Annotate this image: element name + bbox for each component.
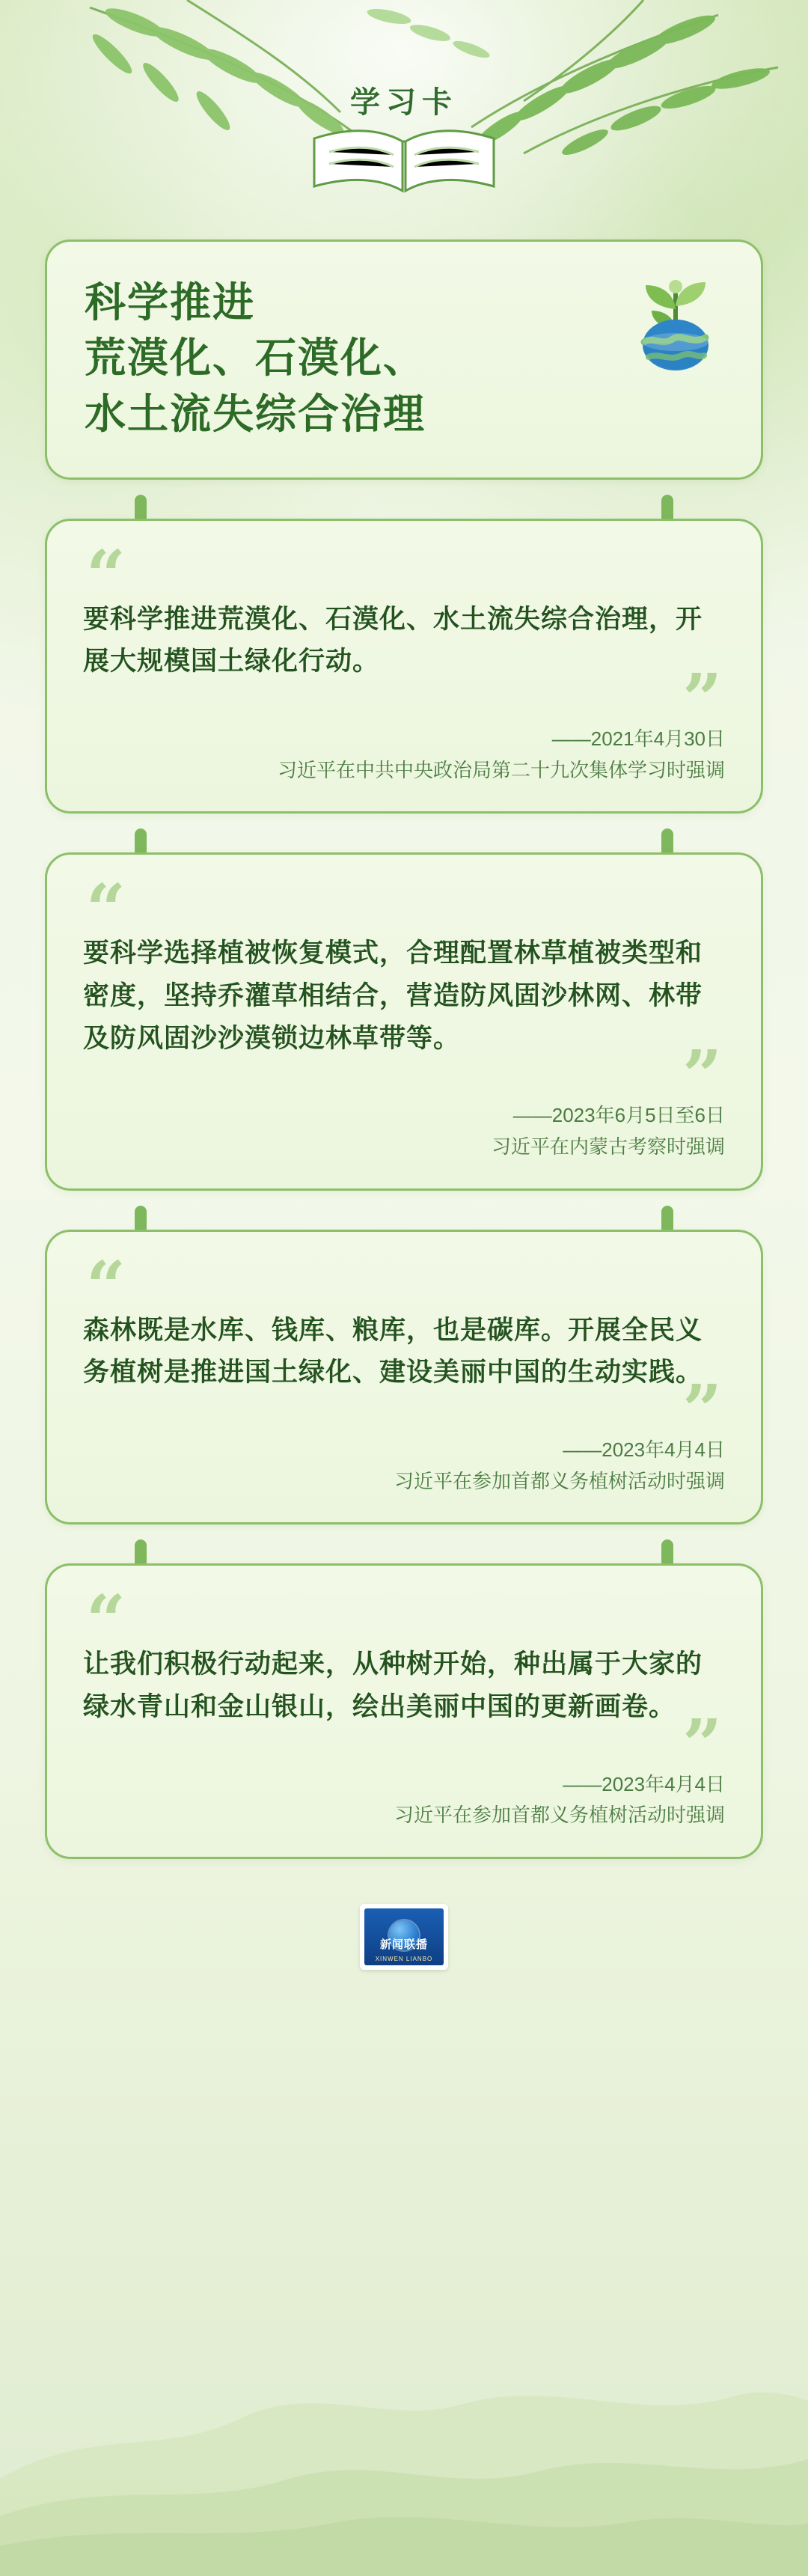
card-connector-2 — [45, 833, 763, 852]
open-book-icon — [307, 116, 501, 198]
card-connector-4 — [45, 1544, 763, 1563]
title-card — [45, 239, 763, 480]
quote-open-icon: “ — [86, 869, 126, 950]
title-line-1: 科学推进 — [85, 279, 256, 326]
quote-card-4 — [45, 1563, 763, 1859]
quote-text: 要科学推进荒漠化、石漠化、水土流失综合治理，开展大规模国土绿化行动。 — [83, 604, 703, 677]
card-list — [0, 239, 808, 1859]
quote-open-icon: “ — [86, 1580, 126, 1661]
sprout-in-globe-pot-icon — [623, 264, 728, 376]
quote-text: 森林既是水库、钱库、粮库，也是碳库。开展全民义务植树是推进国土绿化、建设美丽中国的生动实践。 — [83, 1315, 703, 1388]
quote-source: 习近平在参加首都义务植树活动时强调 — [394, 1469, 725, 1492]
poster-header — [0, 0, 808, 239]
quote-meta — [83, 724, 725, 786]
quote-card-3 — [45, 1230, 763, 1525]
quote-meta — [83, 1435, 725, 1497]
card-connector-1 — [45, 499, 763, 519]
quote-date: ——2023年4月4日 — [563, 1438, 725, 1461]
quote-close-icon: ” — [682, 659, 722, 740]
title-line-2: 荒漠化、石漠化、 — [85, 335, 426, 382]
quote-source: 习近平在中共中央政治局第二十九次集体学习时强调 — [277, 758, 725, 781]
quote-text: 要科学选择植被恢复模式，合理配置林草植被类型和密度，坚持乔灌草相结合，营造防风固沙林网、林带及防风固沙沙漠锁边林草带等。 — [83, 938, 703, 1053]
logo-en-text: XINWEN LIANBO — [375, 1955, 433, 1962]
quote-close-icon: ” — [682, 1369, 722, 1450]
quote-date: ——2023年4月4日 — [563, 1772, 725, 1795]
mountain-silhouette — [0, 2157, 808, 2576]
quote-close-icon: ” — [682, 1703, 722, 1785]
logo-cn-text: 新闻联播 — [379, 1938, 428, 1951]
quote-text: 让我们积极行动起来，从种树开始，种出属于大家的绿水青山和金山银山，绘出美丽中国的更新画卷。 — [83, 1649, 703, 1721]
quote-meta — [83, 1769, 725, 1831]
quote-date: ——2023年6月5日至6日 — [512, 1104, 725, 1127]
quote-close-icon: ” — [682, 1035, 722, 1117]
study-card-label: 学习卡 — [350, 86, 458, 119]
quote-open-icon: “ — [86, 534, 126, 616]
quote-source: 习近平在内蒙古考察时强调 — [491, 1135, 725, 1158]
quote-date: ——2021年4月30日 — [551, 727, 725, 751]
study-card-badge — [292, 79, 516, 191]
footer — [0, 1904, 808, 2022]
quote-meta — [83, 1100, 725, 1162]
quote-card-2 — [45, 852, 763, 1190]
card-connector-3 — [45, 1210, 763, 1230]
quote-source: 习近平在参加首都义务植树活动时强调 — [394, 1804, 725, 1827]
quote-open-icon: “ — [86, 1245, 126, 1327]
quote-card-1 — [45, 519, 763, 814]
xinwen-lianbo-logo — [360, 1904, 448, 1970]
logo-inner — [364, 1908, 444, 1965]
title-line-3: 水土流失综合治理 — [85, 390, 426, 437]
